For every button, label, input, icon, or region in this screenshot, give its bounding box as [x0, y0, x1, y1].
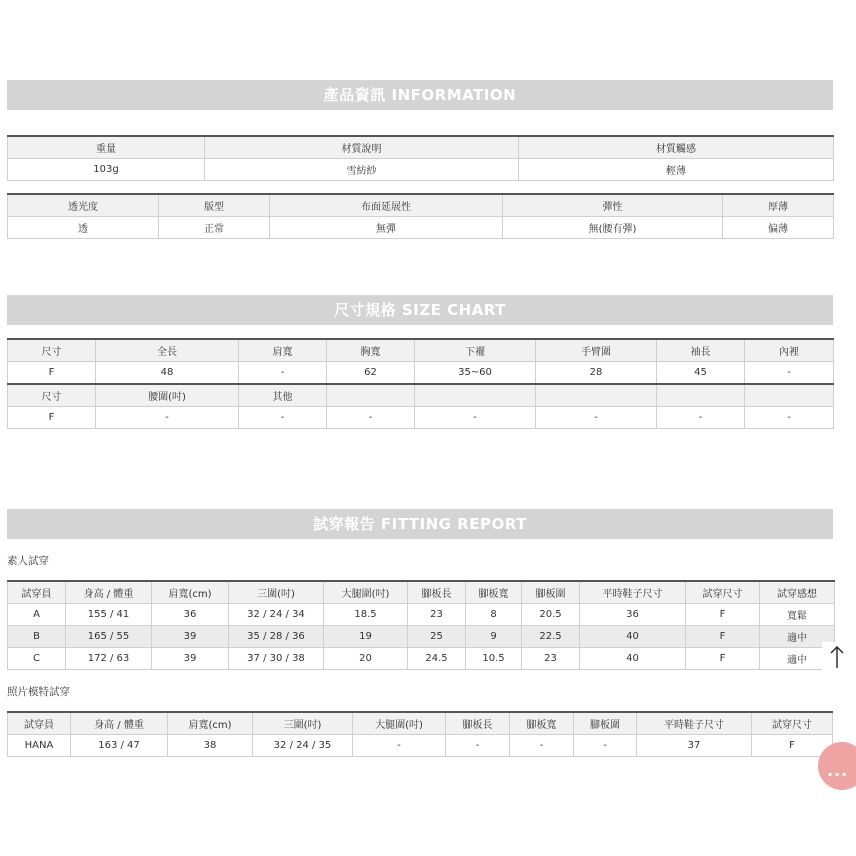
amateur-fitting-label: 素人試穿 — [7, 555, 49, 567]
fabric-table — [7, 193, 834, 239]
header-cell: 大腿圍(吋) — [324, 581, 408, 604]
header-cell: 厚薄 — [723, 194, 834, 217]
value-cell: 22.5 — [522, 626, 580, 648]
value-cell: HANA — [8, 735, 71, 757]
header-cell: 腳板寬 — [510, 712, 574, 735]
value-cell: 輕薄 — [519, 159, 834, 181]
value-cell: 32 / 24 / 35 — [253, 735, 353, 757]
header-cell: 試穿員 — [8, 581, 66, 604]
header-cell: 尺寸 — [8, 384, 96, 407]
value-cell: 正常 — [159, 217, 270, 239]
value-cell: 38 — [168, 735, 253, 757]
value-cell: - — [510, 735, 574, 757]
value-cell: 28 — [536, 362, 657, 385]
header-cell: 全長 — [96, 339, 239, 362]
value-cell: - — [239, 362, 327, 385]
header-cell: 大腿圍(吋) — [353, 712, 446, 735]
value-cell: - — [657, 407, 745, 429]
value-cell: F — [8, 362, 96, 385]
chat-bubble-icon: ... — [827, 761, 849, 780]
header-cell: 三圍(吋) — [253, 712, 353, 735]
value-cell: F — [752, 735, 833, 757]
header-cell: 透光度 — [8, 194, 159, 217]
table-row — [8, 604, 835, 626]
value-cell: 19 — [324, 626, 408, 648]
value-cell: 40 — [580, 648, 686, 670]
header-cell: 腰圍(吋) — [96, 384, 239, 407]
value-cell: 172 / 63 — [66, 648, 152, 670]
value-cell: 165 / 55 — [66, 626, 152, 648]
header-cell: 材質觸感 — [519, 136, 834, 159]
table-row — [8, 626, 835, 648]
header-cell: 內裡 — [745, 339, 834, 362]
value-cell: - — [353, 735, 446, 757]
header-cell: 彈性 — [503, 194, 723, 217]
header-cell: 袖長 — [657, 339, 745, 362]
header-cell: 腳板圍 — [522, 581, 580, 604]
value-cell: 32 / 24 / 34 — [229, 604, 324, 626]
table-row — [8, 735, 833, 757]
material-table — [7, 135, 834, 181]
value-cell: 39 — [152, 626, 229, 648]
value-cell: 24.5 — [408, 648, 466, 670]
header-cell: 試穿感想 — [760, 581, 835, 604]
model-fitting-label: 照片模特試穿 — [7, 686, 70, 698]
value-cell: 39 — [152, 648, 229, 670]
value-cell: 62 — [327, 362, 415, 385]
header-cell: 腳板長 — [408, 581, 466, 604]
value-cell: 適中 — [760, 648, 835, 670]
value-cell: 20.5 — [522, 604, 580, 626]
value-cell: 無(腰有彈) — [503, 217, 723, 239]
header-cell: 腳板寬 — [466, 581, 522, 604]
value-cell: 37 — [637, 735, 752, 757]
header-cell — [657, 384, 745, 407]
header-cell: 版型 — [159, 194, 270, 217]
header-cell: 試穿尺寸 — [686, 581, 760, 604]
value-cell: - — [574, 735, 637, 757]
chat-button[interactable] — [818, 742, 856, 790]
value-cell: 40 — [580, 626, 686, 648]
value-cell: 偏薄 — [723, 217, 834, 239]
header-cell: 平時鞋子尺寸 — [580, 581, 686, 604]
value-cell: 25 — [408, 626, 466, 648]
value-cell: 20 — [324, 648, 408, 670]
arrow-up-icon — [829, 645, 845, 669]
value-cell: 35 / 28 / 36 — [229, 626, 324, 648]
value-cell: 無彈 — [270, 217, 503, 239]
value-cell: F — [686, 648, 760, 670]
header-cell: 胸寬 — [327, 339, 415, 362]
header-cell — [415, 384, 536, 407]
size-chart-banner: 尺寸規格 SIZE CHART — [7, 295, 833, 325]
header-cell: 肩寬(cm) — [168, 712, 253, 735]
value-cell: - — [745, 407, 834, 429]
header-cell: 材質說明 — [205, 136, 519, 159]
value-cell: C — [8, 648, 66, 670]
header-cell: 其他 — [239, 384, 327, 407]
header-cell: 試穿尺寸 — [752, 712, 833, 735]
header-cell: 腳板圍 — [574, 712, 637, 735]
value-cell: - — [745, 362, 834, 385]
value-cell: 36 — [152, 604, 229, 626]
header-cell: 平時鞋子尺寸 — [637, 712, 752, 735]
value-cell: 18.5 — [324, 604, 408, 626]
value-cell: 10.5 — [466, 648, 522, 670]
scroll-to-top-button[interactable] — [822, 642, 852, 672]
value-cell: F — [8, 407, 96, 429]
header-cell: 腳板長 — [446, 712, 510, 735]
model-fitting-table — [7, 711, 833, 757]
value-cell: 8 — [466, 604, 522, 626]
value-cell: 103g — [8, 159, 205, 181]
value-cell: 48 — [96, 362, 239, 385]
value-cell: - — [239, 407, 327, 429]
value-cell: - — [536, 407, 657, 429]
header-cell: 三圍(吋) — [229, 581, 324, 604]
fitting-report-banner: 試穿報告 FITTING REPORT — [7, 509, 833, 539]
header-cell: 身高 / 體重 — [71, 712, 168, 735]
value-cell: 35~60 — [415, 362, 536, 385]
value-cell: 45 — [657, 362, 745, 385]
value-cell: 9 — [466, 626, 522, 648]
value-cell: - — [415, 407, 536, 429]
value-cell: F — [686, 626, 760, 648]
value-cell: - — [96, 407, 239, 429]
header-cell: 手臂圍 — [536, 339, 657, 362]
value-cell: - — [327, 407, 415, 429]
header-cell: 肩寬(cm) — [152, 581, 229, 604]
value-cell: 23 — [522, 648, 580, 670]
value-cell: A — [8, 604, 66, 626]
table-row — [8, 648, 835, 670]
header-cell: 肩寬 — [239, 339, 327, 362]
header-cell: 尺寸 — [8, 339, 96, 362]
value-cell: 36 — [580, 604, 686, 626]
value-cell: 37 / 30 / 38 — [229, 648, 324, 670]
value-cell: 155 / 41 — [66, 604, 152, 626]
header-cell: 下襬 — [415, 339, 536, 362]
header-cell — [745, 384, 834, 407]
value-cell: 透 — [8, 217, 159, 239]
header-cell — [536, 384, 657, 407]
value-cell: - — [446, 735, 510, 757]
value-cell: 雪紡紗 — [205, 159, 519, 181]
value-cell: 163 / 47 — [71, 735, 168, 757]
information-banner: 產品資訊 INFORMATION — [7, 80, 833, 110]
value-cell: F — [686, 604, 760, 626]
value-cell: 23 — [408, 604, 466, 626]
value-cell: B — [8, 626, 66, 648]
value-cell: 適中 — [760, 626, 835, 648]
header-cell — [327, 384, 415, 407]
header-cell: 重量 — [8, 136, 205, 159]
header-cell: 身高 / 體重 — [66, 581, 152, 604]
size-chart-table — [7, 338, 834, 429]
header-cell: 布面延展性 — [270, 194, 503, 217]
value-cell: 寬鬆 — [760, 604, 835, 626]
header-cell: 試穿員 — [8, 712, 71, 735]
amateur-fitting-table — [7, 580, 835, 670]
